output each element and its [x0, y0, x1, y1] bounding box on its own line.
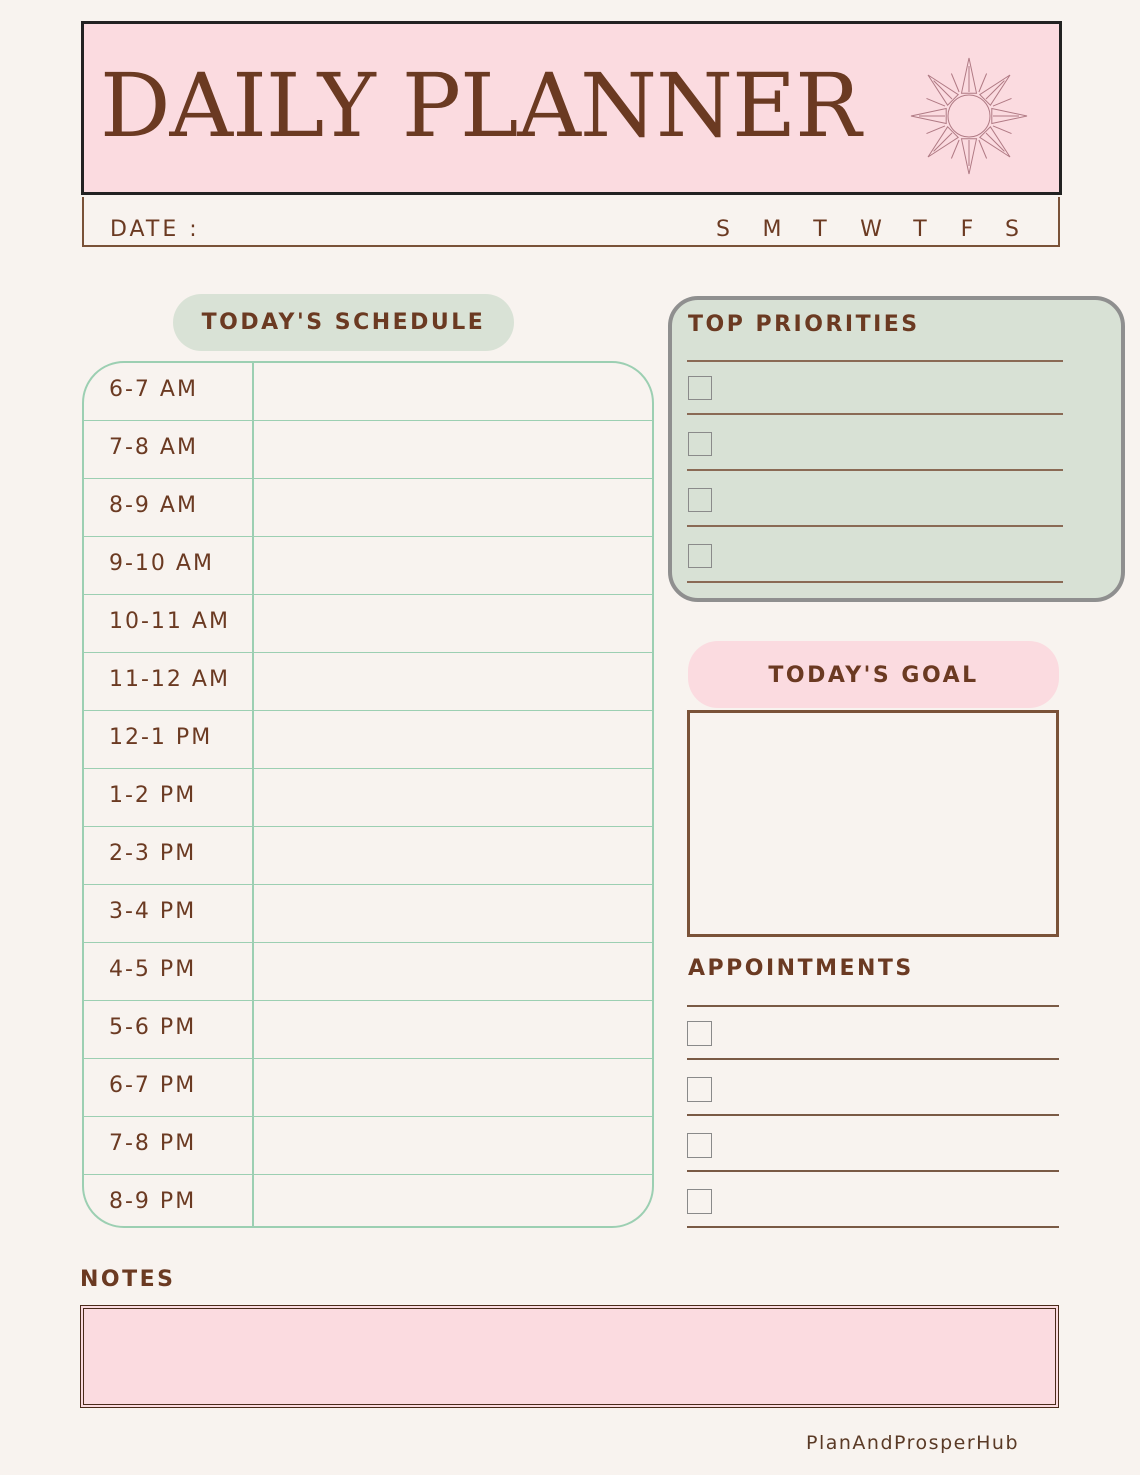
day-friday[interactable]: F: [960, 217, 974, 242]
page-title: DAILY PLANNER: [100, 54, 861, 157]
schedule-time-label: 1-2 PM: [109, 783, 197, 808]
schedule-table: [82, 361, 654, 1228]
goal-input-box[interactable]: [687, 710, 1059, 937]
top-priorities-title: TOP PRIORITIES: [688, 312, 920, 337]
schedule-row[interactable]: [84, 479, 654, 537]
appointment-checkbox[interactable]: [687, 1077, 712, 1102]
notes-title: NOTES: [80, 1267, 176, 1292]
appointment-line: [687, 1114, 1059, 1116]
date-label: DATE :: [110, 217, 200, 242]
schedule-row[interactable]: [84, 769, 654, 827]
date-bar: [82, 197, 1060, 247]
goal-title: TODAY'S GOAL: [688, 641, 1059, 708]
appointment-line: [687, 1058, 1059, 1060]
top-priorities-card: [668, 296, 1125, 602]
priority-line: [687, 525, 1063, 527]
schedule-row[interactable]: [84, 885, 654, 943]
schedule-time-label: 7-8 PM: [109, 1131, 197, 1156]
header-banner: [81, 21, 1062, 195]
day-thursday[interactable]: T: [913, 217, 927, 242]
priority-line: [687, 469, 1063, 471]
appointment-checkbox[interactable]: [687, 1133, 712, 1158]
schedule-time-label: 12-1 PM: [109, 725, 213, 750]
priority-checkbox[interactable]: [688, 432, 712, 456]
schedule-time-label: 8-9 AM: [109, 493, 198, 518]
appointment-checkbox[interactable]: [687, 1189, 712, 1214]
priority-checkbox[interactable]: [688, 376, 712, 400]
schedule-time-label: 3-4 PM: [109, 899, 197, 924]
schedule-row[interactable]: [84, 827, 654, 885]
schedule-row[interactable]: [84, 363, 654, 421]
schedule-row[interactable]: [84, 1059, 654, 1117]
schedule-time-label: 11-12 AM: [109, 667, 230, 692]
day-tuesday[interactable]: T: [813, 217, 827, 242]
priority-checkbox[interactable]: [688, 488, 712, 512]
schedule-row[interactable]: [84, 711, 654, 769]
schedule-time-label: 7-8 AM: [109, 435, 198, 460]
day-saturday[interactable]: S: [1005, 217, 1019, 242]
schedule-row[interactable]: [84, 1001, 654, 1059]
schedule-title: TODAY'S SCHEDULE: [173, 294, 514, 351]
schedule-row[interactable]: [84, 537, 654, 595]
appointment-line: [687, 1226, 1059, 1228]
schedule-time-label: 4-5 PM: [109, 957, 197, 982]
credit-text: PlanAndProsperHub: [806, 1432, 1020, 1454]
day-sunday[interactable]: S: [716, 217, 730, 242]
appointments-title: APPOINTMENTS: [688, 956, 914, 981]
appointment-checkbox[interactable]: [687, 1021, 712, 1046]
sun-icon: [899, 46, 1039, 186]
priority-line: [687, 413, 1063, 415]
priority-checkbox[interactable]: [688, 544, 712, 568]
priority-line: [687, 360, 1063, 362]
day-wednesday[interactable]: W: [860, 217, 882, 242]
schedule-row[interactable]: [84, 1117, 654, 1175]
schedule-time-label: 2-3 PM: [109, 841, 197, 866]
schedule-time-label: 10-11 AM: [109, 609, 230, 634]
schedule-time-label: 9-10 AM: [109, 551, 214, 576]
schedule-row[interactable]: [84, 943, 654, 1001]
schedule-row[interactable]: [84, 421, 654, 479]
schedule-time-label: 8-9 PM: [109, 1189, 197, 1214]
schedule-row[interactable]: [84, 1175, 654, 1228]
schedule-row[interactable]: [84, 653, 654, 711]
schedule-time-label: 6-7 AM: [109, 377, 198, 402]
appointment-line: [687, 1005, 1059, 1007]
schedule-row[interactable]: [84, 595, 654, 653]
priority-line: [687, 581, 1063, 583]
notes-input-box[interactable]: [80, 1305, 1059, 1408]
schedule-time-label: 5-6 PM: [109, 1015, 197, 1040]
day-monday[interactable]: M: [762, 217, 782, 242]
schedule-time-label: 6-7 PM: [109, 1073, 197, 1098]
appointment-line: [687, 1170, 1059, 1172]
